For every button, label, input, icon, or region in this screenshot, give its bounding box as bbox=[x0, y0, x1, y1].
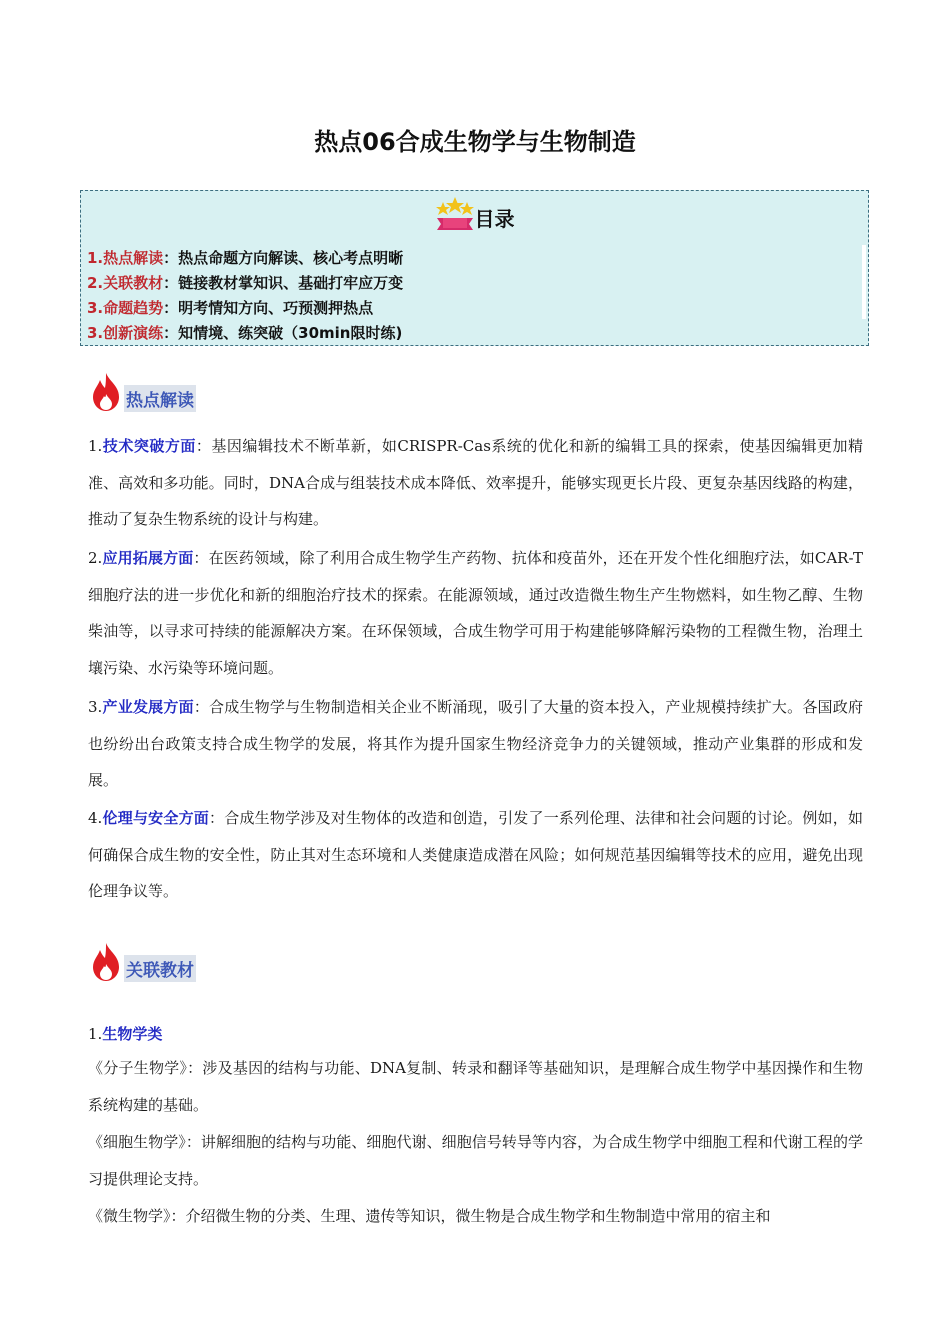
flame-icon bbox=[90, 942, 122, 982]
paragraph: 3.产业发展方面：合成生物学与生物制造相关企业不断涌现，吸引了大量的资本投入，产业规模持续扩大。各国政府也纷纷出台政策支持合成生物学的发展，将其作为提升国家生物经济竞争力的关键领域，推动产业集群的形成和发展。 bbox=[88, 698, 863, 789]
section-title: 关联教材 bbox=[124, 955, 196, 982]
book-entry: 《分子生物学》：涉及基因的结构与功能、DNA复制、转录和翻译等基础知识，是理解合成生物学中基因操作和生物系统构建的基础。 bbox=[88, 1059, 863, 1114]
section-title: 热点解读 bbox=[124, 385, 196, 412]
toc-header bbox=[81, 195, 868, 232]
table-of-contents bbox=[80, 190, 869, 346]
flame-icon bbox=[90, 372, 122, 412]
toc-edge-strip bbox=[862, 245, 866, 319]
toc-item[interactable]: 1.热点解读：热点命题方向解读、核心考点明晰 bbox=[87, 249, 404, 267]
star-ribbon-icon bbox=[435, 196, 475, 232]
page-title: 热点06合成生物学与生物制造 bbox=[314, 128, 636, 156]
paragraph: 1.技术突破方面：基因编辑技术不断革新，如CRISPR-Cas系统的优化和新的编辑工具的探索，使基因编辑更加精准、高效和多功能。同时，DNA合成与组装技术成本降低、效率提升，能够实现更长片段、更复杂基因线路的构建，推动了复杂生物系统的设计与构建。 bbox=[88, 437, 863, 528]
toc-title: 目录 bbox=[474, 207, 515, 231]
toc-item[interactable]: 2.关联教材：链接教材掌知识、基础打牢应万变 bbox=[87, 274, 404, 292]
book-entry: 《微生物学》：介绍微生物的分类、生理、遗传等知识，微生物是合成生物学和生物制造中常用的宿主和 bbox=[88, 1207, 771, 1225]
paragraph: 4.伦理与安全方面：合成生物学涉及对生物体的改造和创造，引发了一系列伦理、法律和社会问题的讨论。例如，如何确保合成生物的安全性，防止其对生态环境和人类健康造成潜在风险；如何规范基因编辑等技术的应用，避免出现伦理争议等。 bbox=[88, 809, 863, 900]
category-heading: 1.生物学类 bbox=[88, 1025, 163, 1043]
toc-item[interactable]: 3.命题趋势：明考情知方向、巧预测押热点 bbox=[87, 299, 374, 317]
toc-item[interactable]: 3.创新演练：知情境、练突破（30min限时练) bbox=[87, 324, 403, 342]
paragraph: 2.应用拓展方面：在医药领域，除了利用合成生物学生产药物、抗体和疫苗外，还在开发个性化细胞疗法，如CAR-T细胞疗法的进一步优化和新的细胞治疗技术的探索。在能源领域，通过改造微生物生产生物燃料，如生物乙醇、生物柴油等，以寻求可持续的能源解决方案。在环保领域，合成生物学可用于构建能够降解污染物的工程微生物，治理土壤污染、水污染等环境问题。 bbox=[88, 549, 863, 677]
book-entry: 《细胞生物学》：讲解细胞的结构与功能、细胞代谢、细胞信号转导等内容，为合成生物学中细胞工程和代谢工程的学习提供理论支持。 bbox=[88, 1133, 863, 1188]
